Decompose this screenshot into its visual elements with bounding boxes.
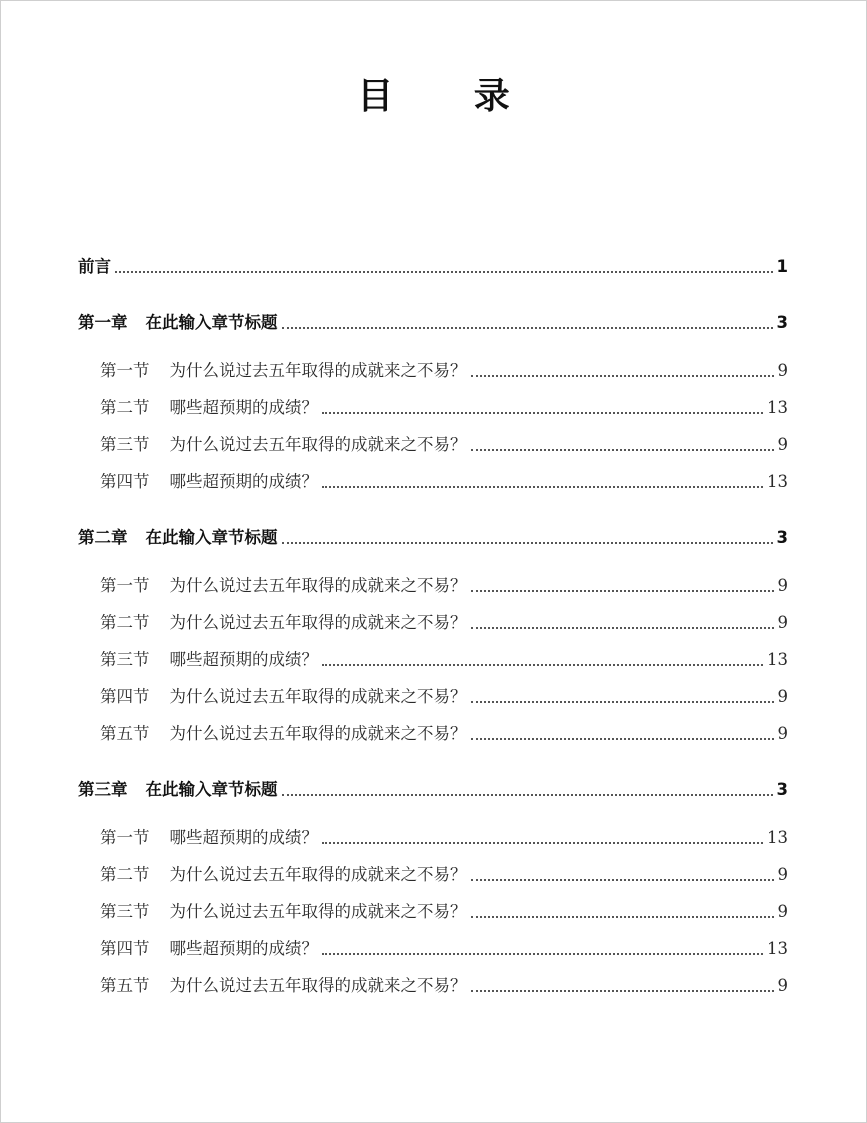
toc-entry-label bbox=[100, 573, 467, 599]
toc-entry-title: 为什么说过去五年取得的成就来之不易？ bbox=[169, 976, 467, 995]
toc-entry-title: 哪些超预期的成绩？ bbox=[169, 472, 318, 491]
toc-entry-number: 第一节 bbox=[100, 361, 150, 380]
toc-entry-title: 为什么说过去五年取得的成就来之不易？ bbox=[169, 724, 467, 743]
dot-leader bbox=[471, 627, 774, 629]
toc-entry-number: 第五节 bbox=[100, 976, 150, 995]
toc-page-number: 13 bbox=[767, 828, 788, 847]
toc-entry-number: 第五节 bbox=[100, 724, 150, 743]
dot-leader bbox=[282, 542, 773, 544]
toc-entry-number: 第一章 bbox=[78, 313, 128, 332]
toc-chapter-entry[interactable] bbox=[78, 525, 788, 551]
toc-entry-label bbox=[100, 684, 467, 710]
dot-leader bbox=[471, 590, 774, 592]
toc-entry-title: 为什么说过去五年取得的成就来之不易？ bbox=[169, 361, 467, 380]
toc-chapter-entry[interactable] bbox=[78, 310, 788, 336]
toc-chapter-entry[interactable] bbox=[78, 777, 788, 803]
toc-section-entry[interactable] bbox=[100, 721, 788, 747]
toc-section-entry[interactable] bbox=[100, 936, 788, 962]
dot-leader bbox=[471, 738, 774, 740]
toc-page-number: 9 bbox=[777, 976, 788, 995]
toc-entry-title: 为什么说过去五年取得的成就来之不易？ bbox=[169, 613, 467, 632]
dot-leader bbox=[322, 486, 763, 488]
toc-entry-title: 在此输入章节标题 bbox=[145, 780, 278, 799]
toc-entry-number: 第二节 bbox=[100, 865, 150, 884]
dot-leader bbox=[322, 412, 763, 414]
toc-entry-number: 第一节 bbox=[100, 576, 150, 595]
toc-page-number: 13 bbox=[767, 939, 788, 958]
toc-page-number: 1 bbox=[776, 257, 788, 276]
toc-entry-number: 第三节 bbox=[100, 650, 150, 669]
toc-entry-label bbox=[100, 647, 318, 673]
toc-page-number: 9 bbox=[777, 724, 788, 743]
toc-entry-label bbox=[100, 358, 467, 384]
toc-section-entry[interactable] bbox=[100, 573, 788, 599]
toc-entry-label bbox=[100, 721, 467, 747]
toc-section-entry[interactable] bbox=[100, 862, 788, 888]
dot-leader bbox=[471, 449, 774, 451]
toc-entry-label bbox=[100, 610, 467, 636]
toc-entry-label bbox=[78, 310, 278, 336]
dot-leader bbox=[322, 953, 763, 955]
toc-page-number: 9 bbox=[777, 361, 788, 380]
dot-leader bbox=[115, 271, 773, 273]
toc-chapter-entry[interactable] bbox=[78, 254, 788, 280]
toc-entry-number: 第二节 bbox=[100, 398, 150, 417]
toc-entry-label bbox=[100, 395, 318, 421]
toc-section-entry[interactable] bbox=[100, 973, 788, 999]
toc-entry-label bbox=[100, 899, 467, 925]
toc-page-number: 3 bbox=[776, 313, 788, 332]
toc-page-number: 9 bbox=[777, 902, 788, 921]
toc-page-number: 13 bbox=[767, 650, 788, 669]
toc-entry-number: 第四节 bbox=[100, 939, 150, 958]
toc-entry-title: 为什么说过去五年取得的成就来之不易？ bbox=[169, 687, 467, 706]
toc-entry-title: 哪些超预期的成绩？ bbox=[169, 398, 318, 417]
toc-section-entry[interactable] bbox=[100, 432, 788, 458]
toc-page-number: 3 bbox=[776, 528, 788, 547]
toc-entry-label bbox=[78, 777, 278, 803]
toc-section-entry[interactable] bbox=[100, 395, 788, 421]
toc-entry-number: 第二节 bbox=[100, 613, 150, 632]
toc-section-entry[interactable] bbox=[100, 647, 788, 673]
dot-leader bbox=[322, 664, 763, 666]
dot-leader bbox=[471, 701, 774, 703]
dot-leader bbox=[471, 990, 774, 992]
toc-entry-number: 第三节 bbox=[100, 902, 150, 921]
toc-entry-number: 第四节 bbox=[100, 687, 150, 706]
toc-section-entry[interactable] bbox=[100, 610, 788, 636]
dot-leader bbox=[282, 794, 773, 796]
dot-leader bbox=[282, 327, 773, 329]
toc-page-number: 9 bbox=[777, 435, 788, 454]
toc-page-number: 13 bbox=[767, 472, 788, 491]
dot-leader bbox=[322, 842, 763, 844]
toc-entry-title: 为什么说过去五年取得的成就来之不易？ bbox=[169, 865, 467, 884]
toc-section-entry[interactable] bbox=[100, 358, 788, 384]
toc-section-entry[interactable] bbox=[100, 684, 788, 710]
toc-entry-title: 为什么说过去五年取得的成就来之不易？ bbox=[169, 902, 467, 921]
toc-section-entry[interactable] bbox=[100, 825, 788, 851]
toc-page-number: 3 bbox=[776, 780, 788, 799]
toc-entry-label bbox=[100, 469, 318, 495]
toc-entry-label bbox=[100, 973, 467, 999]
toc-section-entry[interactable] bbox=[100, 469, 788, 495]
toc-entry-number: 第二章 bbox=[78, 528, 128, 547]
toc-page-number: 13 bbox=[767, 398, 788, 417]
toc-entry-title: 哪些超预期的成绩？ bbox=[169, 939, 318, 958]
toc-entry-label bbox=[100, 936, 318, 962]
toc-entry-title: 为什么说过去五年取得的成就来之不易？ bbox=[169, 576, 467, 595]
toc-entry-title: 在此输入章节标题 bbox=[145, 528, 278, 547]
toc-entry-label bbox=[78, 254, 111, 280]
dot-leader bbox=[471, 375, 774, 377]
dot-leader bbox=[471, 916, 774, 918]
toc-entry-label bbox=[100, 432, 467, 458]
toc-entry-number: 第三章 bbox=[78, 780, 128, 799]
page-title: 目 录 bbox=[357, 76, 544, 117]
toc-page-number: 9 bbox=[777, 576, 788, 595]
toc-page-number: 9 bbox=[777, 613, 788, 632]
toc-entry-title: 前言 bbox=[78, 257, 111, 276]
toc-entry-label bbox=[78, 525, 278, 551]
toc-entry-title: 为什么说过去五年取得的成就来之不易？ bbox=[169, 435, 467, 454]
toc-entry-number: 第一节 bbox=[100, 828, 150, 847]
toc-entry-title: 哪些超预期的成绩？ bbox=[169, 828, 318, 847]
toc-entry-label bbox=[100, 825, 318, 851]
toc-entry-title: 哪些超预期的成绩？ bbox=[169, 650, 318, 669]
toc-entry-number: 第三节 bbox=[100, 435, 150, 454]
toc-section-entry[interactable] bbox=[100, 899, 788, 925]
toc-entry-number: 第四节 bbox=[100, 472, 150, 491]
dot-leader bbox=[471, 879, 774, 881]
toc-entry-title: 在此输入章节标题 bbox=[145, 313, 278, 332]
toc-page-number: 9 bbox=[777, 687, 788, 706]
toc-page-number: 9 bbox=[777, 865, 788, 884]
toc-entry-label bbox=[100, 862, 467, 888]
